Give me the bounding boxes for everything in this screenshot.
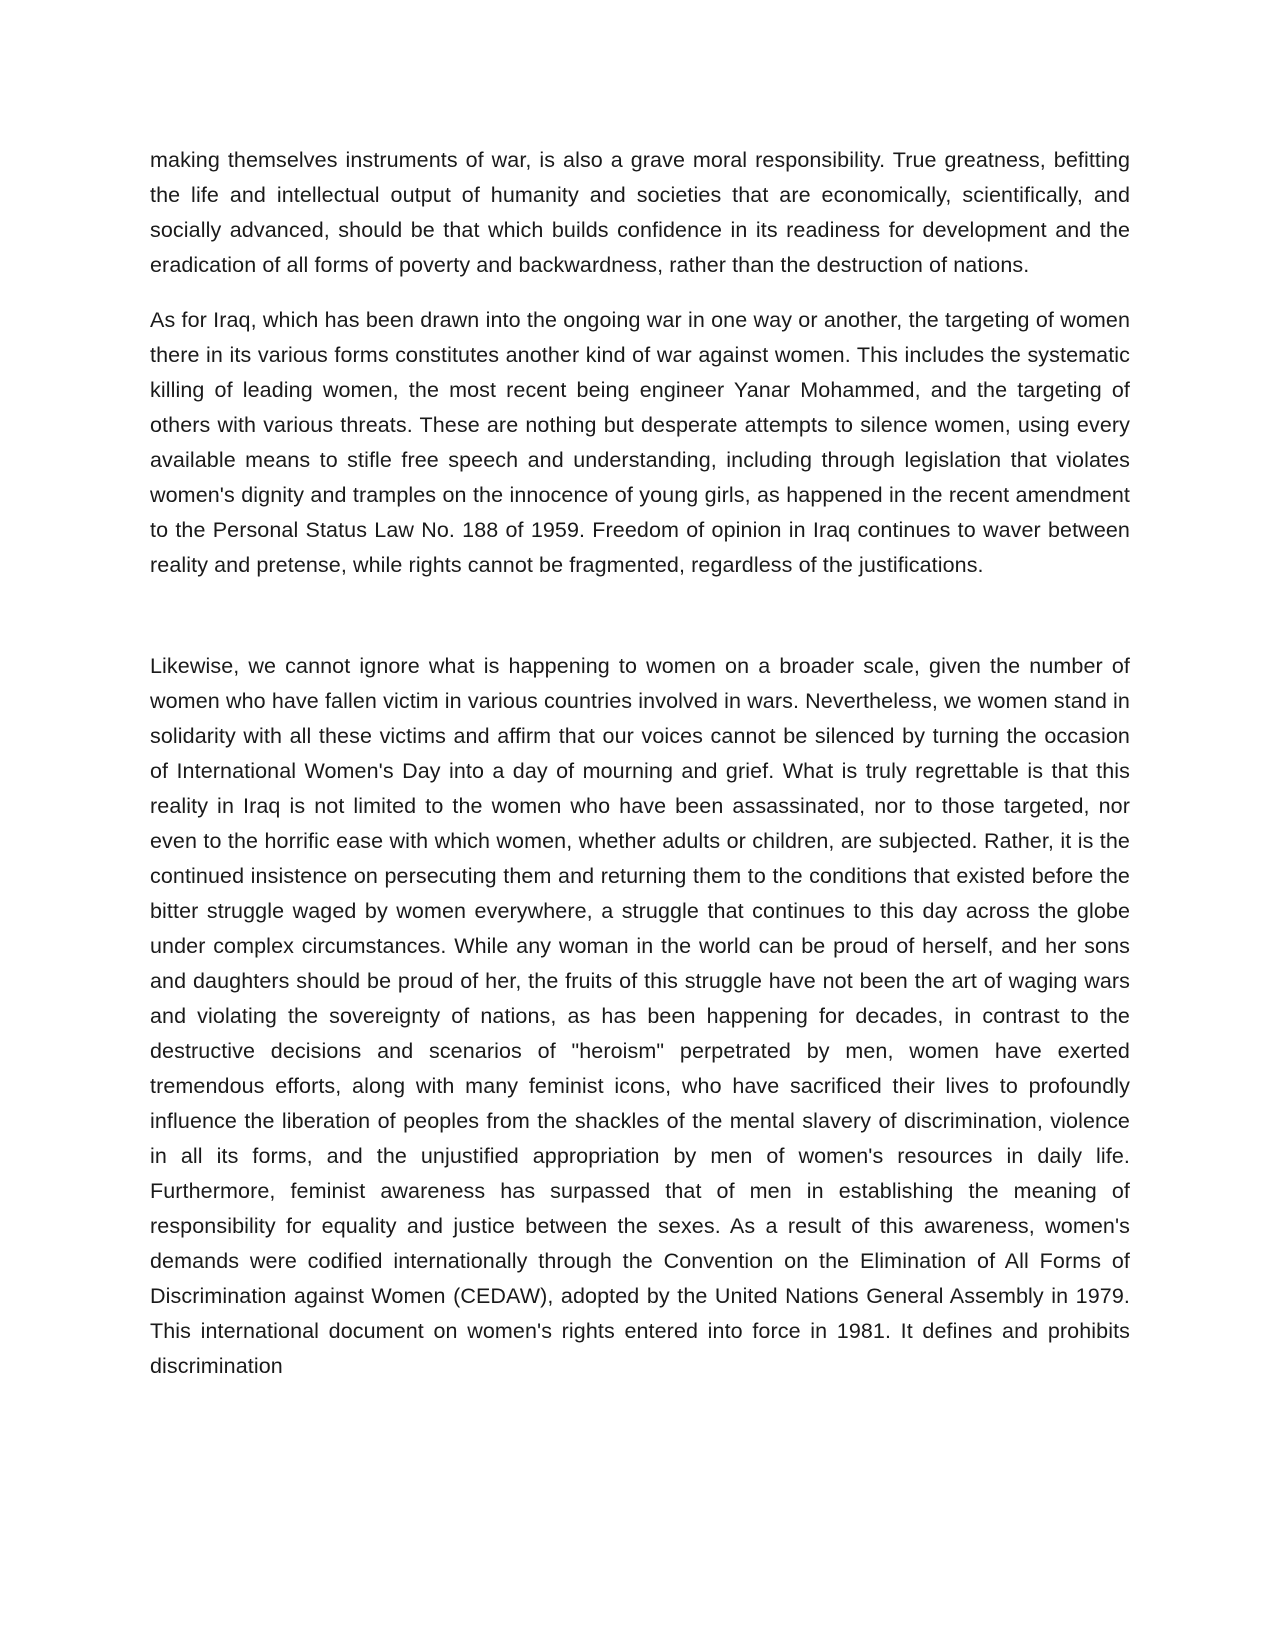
- empty-paragraph-spacer: [150, 603, 1130, 649]
- paragraph-war-responsibility: making themselves instruments of war, is also a grave moral responsibility. True greatness, befitting the life and intellectual output of humanity and societies that are economically, scientifically, and socially advanced, should be that which builds confidence in its readiness for development and the eradication of all forms of poverty and backwardness, rather than the destruction of nations.: [150, 148, 1130, 277]
- paragraph-womens-day-cedaw: Likewise, we cannot ignore what is happening to women on a broader scale, given the number of women who have fallen victim in various countries involved in wars. Nevertheless, we women stand in solidarity with all these victims and affirm that our voices cannot be silenced by turning the occasion of International Women's Day into a day of mourning and grief. What is truly regrettable is that this reality in Iraq is not limited to the women who have been assassinated, nor to those targeted, nor even to the horrific ease with which women, whether adults or children, are subjected. Rather, it is the continued insistence on persecuting them and returning them to the conditions that existed before the bitter struggle waged by women everywhere, a struggle that continues to this day across the globe under complex circumstances. While any woman in the world can be proud of herself, and her sons and daughters should be proud of her, the fruits of this struggle have not been the art of waging wars and violating the sovereignty of nations, as has been happening for decades, in contrast to the destructive decisions and scenarios of "heroism" perpetrated by men, women have exerted tremendous efforts, along with many feminist icons, who have sacrificed their lives to profoundly influence the liberation of peoples from the shackles of the mental slavery of discrimination, violence in all its forms, and the unjustified appropriation by men of women's resources in daily life. Furthermore, feminist awareness has surpassed that of men in establishing the meaning of responsibility for equality and justice between the sexes. As a result of this awareness, women's demands were codified internationally through the Convention on the Elimination of All Forms of Discrimination against Women (CEDAW), adopted by the United Nations General Assembly in 1979. This international document on women's rights entered into force in 1981. It defines and prohibits discrimination: [150, 654, 1130, 1378]
- paragraph-iraq-targeting-women: As for Iraq, which has been drawn into the ongoing war in one way or another, the targeting of women there in its various forms constitutes another kind of war against women. This includes the systematic killing of leading women, the most recent being engineer Yanar Mohammed, and the targeting of others with various threats. These are nothing but desperate attempts to silence women, using every available means to stifle free speech and understanding, including through legislation that violates women's dignity and tramples on the innocence of young girls, as happened in the recent amendment to the Personal Status Law No. 188 of 1959. Freedom of opinion in Iraq continues to waver between reality and pretense, while rights cannot be fragmented, regardless of the justifications.: [150, 308, 1130, 577]
